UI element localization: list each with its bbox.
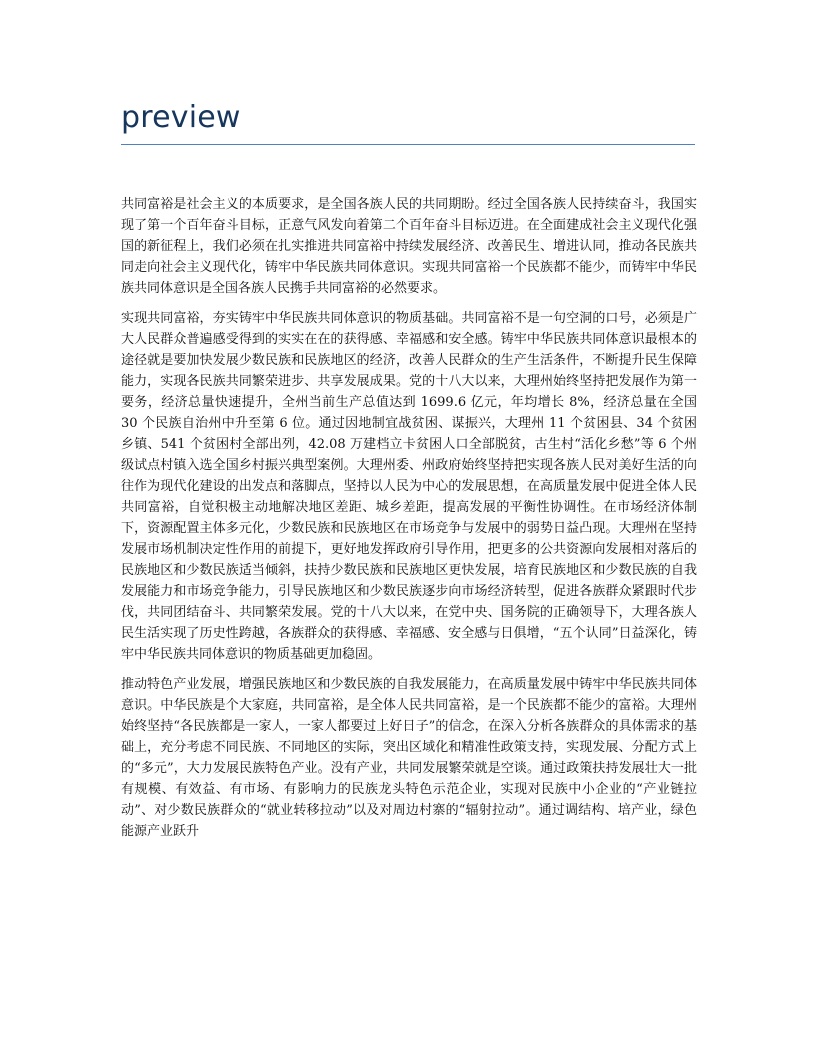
- title-underline: [121, 144, 695, 145]
- paragraph: 推动特色产业发展，增强民族地区和少数民族的自我发展能力，在高质量发展中铸牢中华民族共同体意识。中华民族是个大家庭，共同富裕，是全体人民共同富裕，是一个民族都不能少的富裕。大理州始终坚持“各民族都是一家人，一家人都要过上好日子”的信念，在深入分析各族群众的具体需求的基础上，充分考虑不同民族、不同地区的实际，突出区域化和精准性政策支持，实现发展、分配方式上的“多元”，大力发展民族特色产业。没有产业，共同发展繁荣就是空谈。通过政策扶持发展壮大一批有规模、有效益、有市场、有影响力的民族龙头特色示范企业，实现对民族中小企业的“产业链拉动”、对少数民族群众的“就业转移拉动”以及对周边村寨的“辐射拉动”。通过调结构、培产业，绿色能源产业跃升: [121, 677, 697, 839]
- document-body: [121, 194, 697, 851]
- paragraph: 实现共同富裕，夯实铸牢中华民族共同体意识的物质基础。共同富裕不是一句空洞的口号，必须是广大人民群众普遍感受得到的实实在在的获得感、幸福感和安全感。铸牢中华民族共同体意识最根本的途径就是要加快发展少数民族和民族地区的经济，改善人民群众的生产生活条件，不断提升民生保障能力，实现各民族共同繁荣进步、共享发展成果。党的十八大以来，大理州始终坚持把发展作为第一要务，经济总量快速提升，全州当前生产总值达到 1699.6 亿元，年均增长 8%，经济总量在全国 30 个民族自治州中升至第 6 位。通过因地制宜战贫困、谋振兴，大理州 11 个贫困县、34 个贫困乡镇、541 个贫困村全部出列，42.08 万建档立卡贫困人口全部脱贫，古生村“活化乡愁”等 6 个州级试点村镇入选全国乡村振兴典型案例。大理州委、州政府始终坚持把实现各族人民对美好生活的向往作为现代化建设的出发点和落脚点，坚持以人民为中心的发展思想，在高质量发展中促进全体人民共同富裕，自觉积极主动地解决地区差距、城乡差距，提高发展的平衡性协调性。在市场经济体制下，资源配置主体多元化，少数民族和民族地区在市场竞争与发展中的弱势日益凸现。大理州在坚持发展市场机制决定性作用的前提下，更好地发挥政府引导作用，把更多的公共资源向发展相对落后的民族地区和少数民族适当倾斜，扶持少数民族和民族地区更快发展，培育民族地区和少数民族的自我发展能力和市场竞争能力，引导民族地区和少数民族逐步向市场经济转型，促进各族群众紧跟时代步伐，共同团结奋斗、共同繁荣发展。党的十八大以来，在党中央、国务院的正确领导下，大理各族人民生活实现了历史性跨越，各族群众的获得感、幸福感、安全感与日俱增，“五个认同”日益深化，铸牢中华民族共同体意识的物质基础更加稳固。: [121, 311, 697, 662]
- paragraph: 共同富裕是社会主义的本质要求，是全国各族人民的共同期盼。经过全国各族人民持续奋斗，我国实现了第一个百年奋斗目标，正意气风发向着第二个百年奋斗目标迈进。在全面建成社会主义现代化强国的新征程上，我们必须在扎实推进共同富裕中持续发展经济、改善民生、增进认同，推动各民族共同走向社会主义现代化，铸牢中华民族共同体意识。实现共同富裕一个民族都不能少，而铸牢中华民族共同体意识是全国各族人民携手共同富裕的必然要求。: [121, 197, 697, 296]
- document-title: preview: [121, 100, 241, 135]
